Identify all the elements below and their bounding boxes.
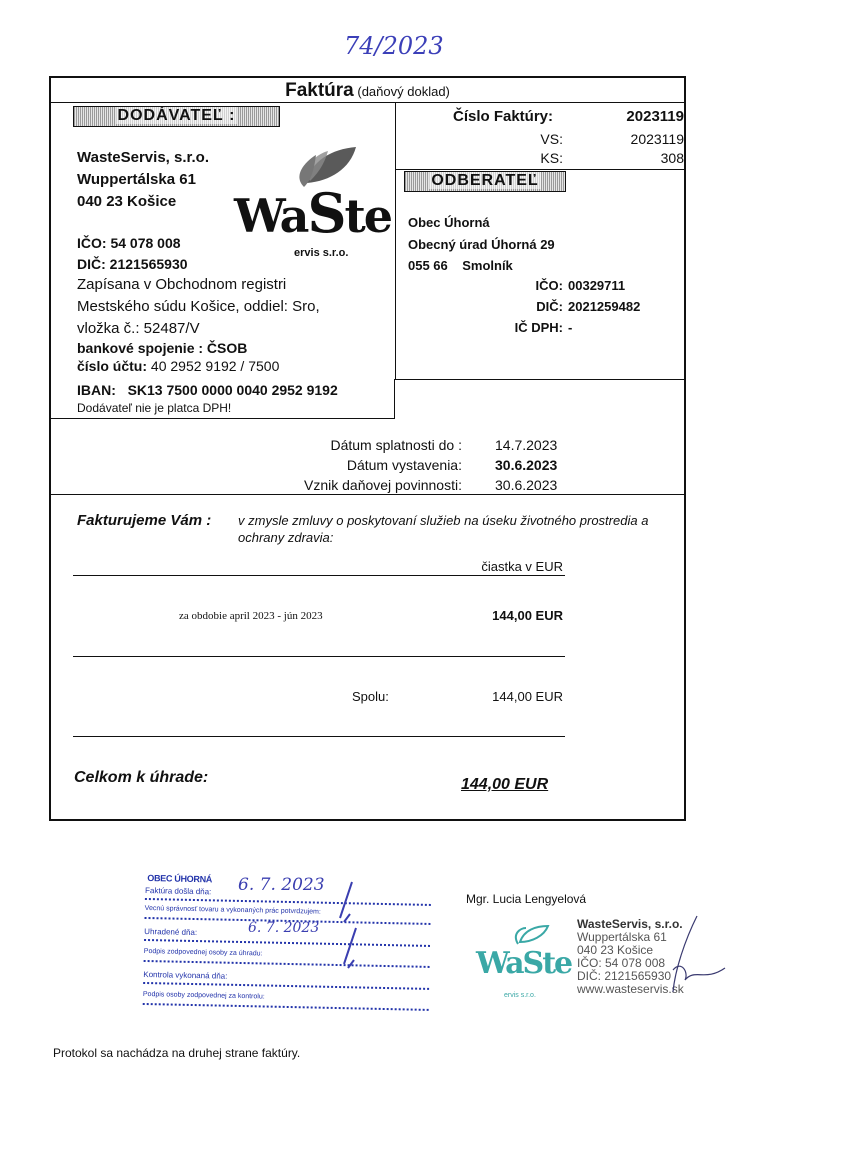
company-signature-icon <box>655 910 735 1000</box>
company-stamp-dic: DIČ: 2121565930 <box>577 969 672 983</box>
company-stamp-street: Wuppertálska 61 <box>577 930 667 944</box>
customer-name: Obec Úhorná <box>408 215 490 230</box>
date-tax-label: Vznik daňovej povinnosti: <box>304 477 462 493</box>
stamp-row-3: Uhradené dňa: <box>144 927 430 947</box>
ks-label: KS: <box>540 150 563 166</box>
stamp-handwritten-paid: 6. 7. 2023 <box>248 920 320 936</box>
supplier-bank: bankové spojenie : ČSOB <box>77 340 248 356</box>
billing-desc-1: v zmysle zmluvy o poskytovaní služieb na úseku životného prostredia a <box>238 513 649 528</box>
customer-icdph-value: - <box>568 320 573 335</box>
stamp-logo-sub: ervis s.r.o. <box>504 992 536 999</box>
supplier-dic: DIČ: 2121565930 <box>77 256 188 272</box>
company-stamp-ico: IČO: 54 078 008 <box>577 956 666 970</box>
supplier-city: 040 23 Košice <box>77 193 177 210</box>
company-stamp-name: WasteServis, s.r.o. <box>577 917 683 931</box>
logo-te: te <box>344 189 391 243</box>
total-value: 144,00 EUR <box>461 776 549 793</box>
supplier-name: WasteServis, s.r.o. <box>77 149 210 166</box>
stamp-row-5: Kontrola vykonaná dňa: <box>143 970 429 990</box>
vs-label: VS: <box>540 131 563 147</box>
stamp-row-6: Podpis osoby zodpovednej za kontrolu: <box>143 991 429 1011</box>
supplier-ico: IČO: 54 078 008 <box>77 235 181 251</box>
company-stamp-web: www.wasteservis.sk <box>577 982 684 996</box>
stamp-signature-icon <box>330 880 370 990</box>
customer-dic-value: 2021259482 <box>568 299 641 314</box>
billing-period: za obdobie april 2023 - jún 2023 <box>179 610 323 622</box>
customer-dic: DIČ: <box>536 299 563 314</box>
invoice-number-value: 2023119 <box>626 108 684 125</box>
footer-note: Protokol sa nachádza na druhej strane faktúry. <box>53 1046 301 1060</box>
company-stamp-logo <box>474 922 572 1002</box>
stamp-org: OBEC ÚHORNÁ <box>147 873 213 885</box>
wasteservis-logo <box>232 143 391 263</box>
signatory-name: Mgr. Lucia Lengyelová <box>466 892 587 906</box>
ks-value: 308 <box>660 150 684 166</box>
stamp-logo-s: S <box>522 946 543 981</box>
supplier-header: DODÁVATEĽ : <box>73 106 280 127</box>
logo-s: S <box>307 181 345 245</box>
stamp-logo-te: te <box>542 946 572 981</box>
stamp-handwritten-received: 6. 7. 2023 <box>238 875 325 895</box>
billing-intro: Fakturujeme Vám : <box>77 512 212 529</box>
invoice-number-label: Číslo Faktúry: <box>453 108 554 125</box>
invoice-title <box>51 80 684 102</box>
supplier-vat-note: Dodávateľ nie je platca DPH! <box>77 401 232 415</box>
company-stamp-city: 040 23 Košice <box>577 943 654 957</box>
date-due-label: Dátum splatnosti do : <box>330 437 462 453</box>
supplier-registry-1: Zapísana v Obchodnom registri <box>77 276 287 293</box>
supplier-account: číslo účtu: 40 2952 9192 / 7500 <box>77 358 280 374</box>
total-label: Celkom k úhrade: <box>74 769 209 786</box>
stamp-row-4: Podpis zodpovednej osoby za úhradu: <box>144 948 430 968</box>
billing-period-amount: 144,00 EUR <box>492 608 563 623</box>
logo-wa: Wa <box>234 189 308 243</box>
date-tax-value: 30.6.2023 <box>495 477 558 493</box>
stamp-row-1: Faktúra došla dňa: <box>145 886 431 906</box>
customer-ico-value: 00329711 <box>568 278 626 293</box>
supplier-street: Wuppertálska 61 <box>77 171 196 188</box>
customer-office: Obecný úrad Úhorná 29 <box>408 237 555 252</box>
stamp-logo-wa: Wa <box>476 946 523 981</box>
vs-value: 2023119 <box>630 131 684 147</box>
customer-address: 055 66 Smolník <box>408 258 513 273</box>
supplier-registry-2: Mestského súdu Košice, oddiel: Sro, <box>77 298 320 315</box>
supplier-registry-3: vložka č.: 52487/V <box>77 320 200 337</box>
customer-header: ODBERATEĽ <box>404 171 566 192</box>
sum-label: Spolu: <box>352 689 389 704</box>
date-issued-label: Dátum vystavenia: <box>346 457 462 473</box>
date-issued-value: 30.6.2023 <box>495 457 558 473</box>
customer-ico: IČO: <box>535 278 563 293</box>
title-main: Faktúra <box>285 80 354 101</box>
customer-icdph: IČ DPH: <box>514 320 563 335</box>
sum-value: 144,00 EUR <box>492 689 563 704</box>
billing-desc-2: ochrany zdravia: <box>238 530 334 545</box>
handwritten-reference: 74/2023 <box>344 32 444 60</box>
stamp-row-2: Vecnú správnosť tovaru a vykonaných prác potvrdzujem: <box>144 905 430 925</box>
title-sub: (daňový doklad) <box>357 84 450 99</box>
logo-sub: ervis s.r.o. <box>294 247 349 259</box>
supplier-iban: IBAN: SK13 7500 0000 0040 2952 9192 <box>77 382 338 398</box>
amount-header: čiastka v EUR <box>481 559 563 574</box>
date-due-value: 14.7.2023 <box>495 437 558 453</box>
